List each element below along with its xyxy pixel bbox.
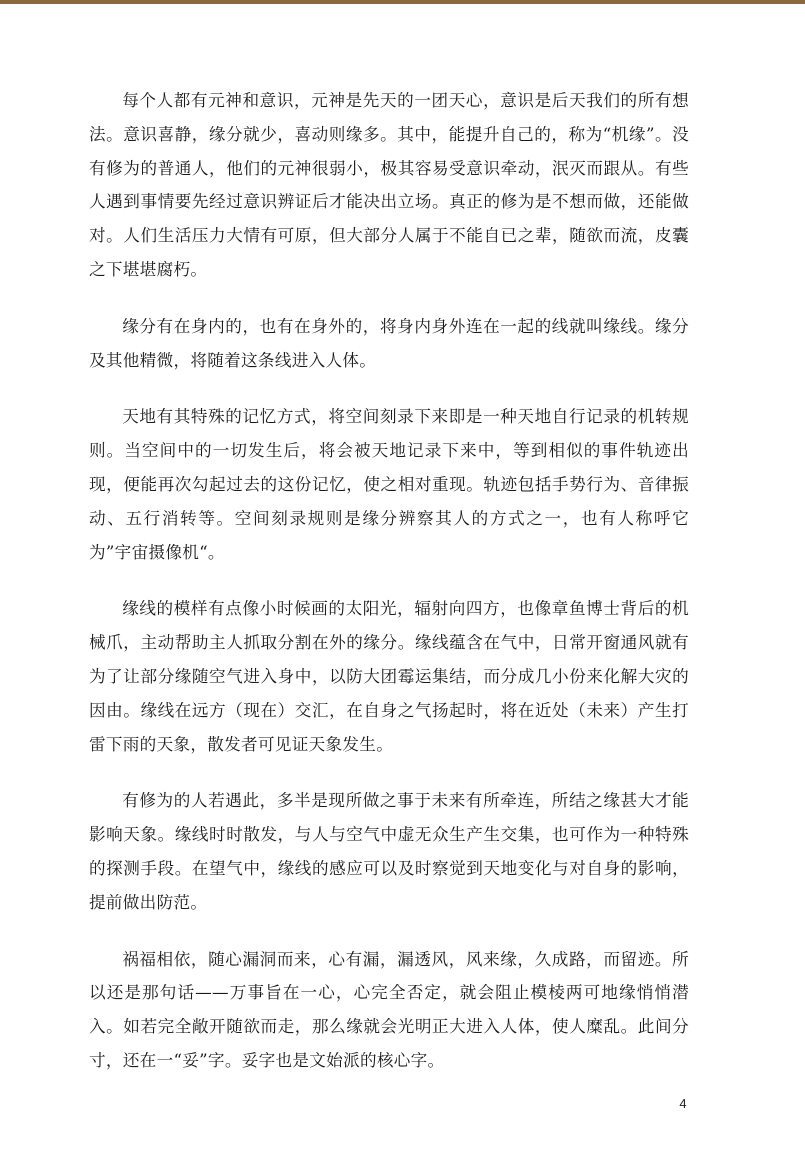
paragraph-5: 有修为的人若遇此，多半是现所做之事于未来有所牵连，所结之缘甚大才能影响天象。缘线时时散发，与人与空气中虚无众生产生交集，也可作为一种特殊的探测手段。在望气中，缘线的感应可以及时察觉到天地变化与对自身的影响，提前做出防范。 (89, 791, 689, 912)
paragraph-2: 缘分有在身内的，也有在身外的，将身内身外连在一起的线就叫缘线。缘分及其他精微，将随着这条线进入人体。 (89, 316, 689, 370)
top-border-rule (0, 0, 805, 4)
paragraph-3: 天地有其特殊的记忆方式，将空间刻录下来即是一种天地自行记录的机转规则。当空间中的一切发生后，将会被天地记录下来中，等到相似的事件轨迹出现，便能再次勾起过去的这份记忆，使之相对重现。轨迹包括手势行为、音律振动、五行消转等。空间刻录规则是缘分辨察其人的方式之一，也有人称呼它为”宇宙摄像机“。 (89, 407, 689, 562)
document-body (89, 84, 689, 1101)
paragraph-4: 缘线的模样有点像小时候画的太阳光，辐射向四方，也像章鱼博士背后的机械爪，主动帮助主人抓取分割在外的缘分。缘线蕴含在气中，日常开窗通风就有为了让部分缘随空气进入身中，以防大团霉运集结，而分成几小份来化解大灾的因由。缘线在远方（现在）交汇，在自身之气扬起时，将在近处（未来）产生打雷下雨的天象，散发者可见证天象发生。 (89, 599, 689, 754)
paragraph-1: 每个人都有元神和意识，元神是先天的一团天心，意识是后天我们的所有想法。意识喜静，缘分就少，喜动则缘多。其中，能提升自己的，称为“机缘”。没有修为的普通人，他们的元神很弱小，极其容易受意识牵动，泯灭而跟从。有些人遇到事情要先经过意识辨证后才能决出立场。真正的修为是不想而做，还能做对。人们生活压力大情有可原，但大部分人属于不能自已之辈，随欲而流，皮囊之下堪堪腐朽。 (89, 91, 689, 279)
page-number: 4 (679, 1096, 687, 1111)
paragraph-6: 祸福相依，随心漏洞而来，心有漏，漏透风，风来缘，久成路，而留迹。所以还是那句话——万事旨在一心，心完全否定，就会阻止模棱两可地缘悄悄潜入。如若完全敞开随欲而走，那么缘就会光明正大进入人体，使人糜乱。此间分寸，还在一“妥”字。妥字也是文始派的核心字。 (89, 949, 689, 1070)
